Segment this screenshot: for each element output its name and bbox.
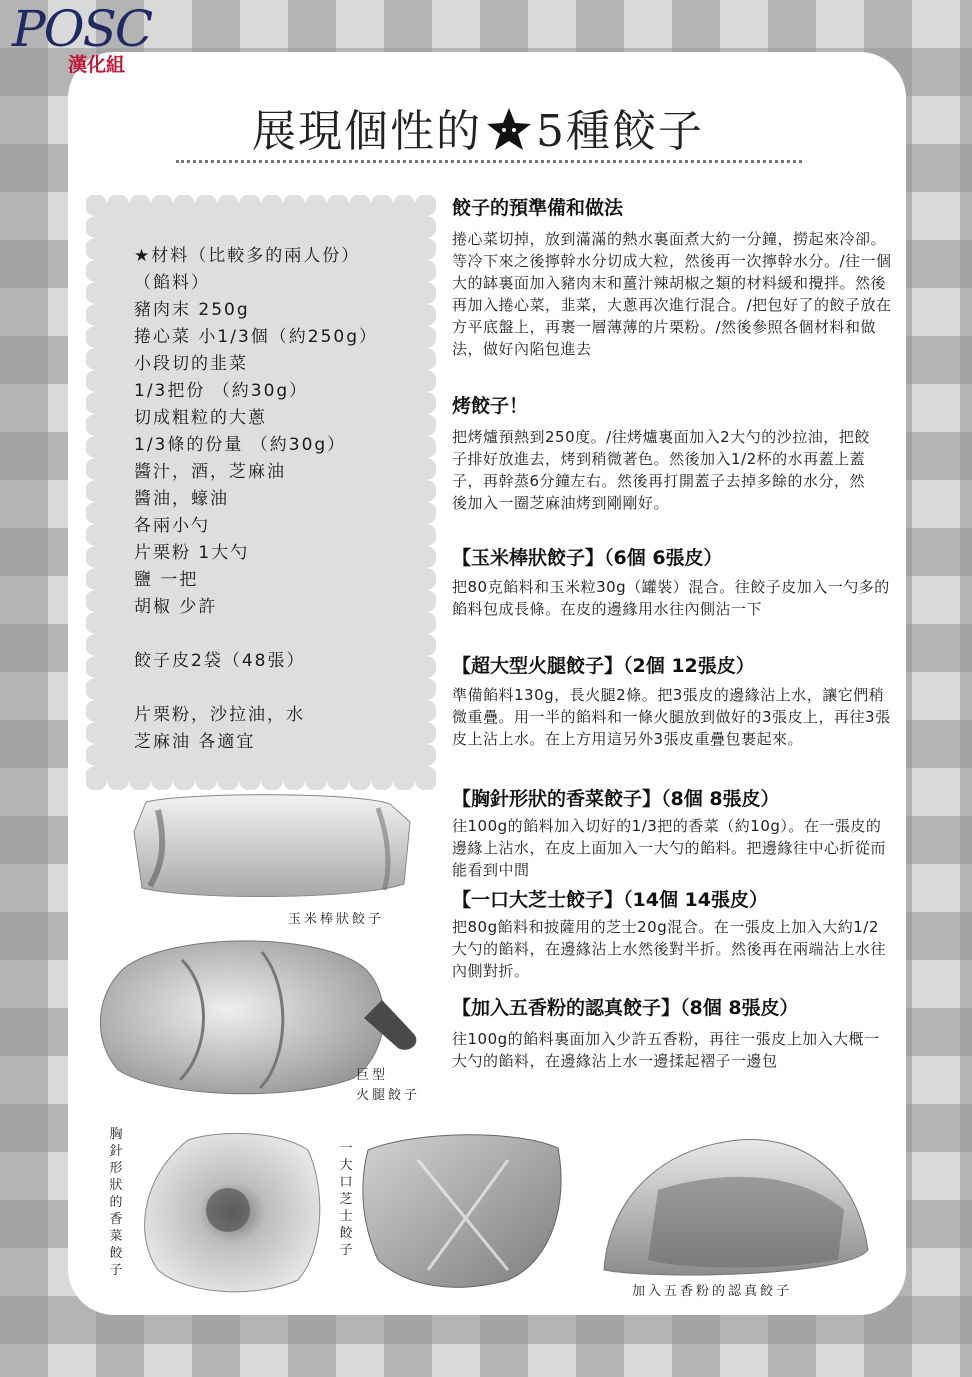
logo-subtitle: 漢化組 <box>68 54 126 76</box>
ingredient-line: 1/3條的份量 （約30g） <box>134 435 347 455</box>
ingredients-box <box>96 205 426 780</box>
section-heading: 【玉米棒狀餃子】（6個 6張皮） <box>452 547 723 569</box>
ingredient-line: 胡椒 少許 <box>134 597 218 617</box>
section-ham <box>452 651 892 750</box>
caption-ham-line2: 火腿餃子 <box>356 1088 421 1103</box>
ingredient-line: （餡料） <box>134 273 210 293</box>
section-heading: 烤餃子！ <box>452 395 529 417</box>
star-icon <box>486 106 532 152</box>
section-body: 把烤爐預熱到250度。/往烤爐裏面加入2大勺的沙拉油，把餃子排好放進去，烤到稍微著色。然後加入1/2杯的水再蓋上蓋子，再幹蒸6分鐘左右。然後再打開蓋子去掉多餘的水分，然後加入一圈芝麻油烤到剛剛好。 <box>452 428 870 512</box>
ingredient-line <box>134 675 424 702</box>
ingredient-line: 醬汁，酒，芝麻油 <box>134 462 286 482</box>
ingredients-list <box>134 243 424 756</box>
caption-brooch: 胸針形狀的香菜餃子 <box>109 1127 123 1278</box>
section-heading: 【加入五香粉的認真餃子】（8個 8張皮） <box>452 997 799 1019</box>
ingredient-line: 切成粗粒的大蔥 <box>134 408 267 428</box>
caption-corn: 玉米棒狀餃子 <box>288 912 385 927</box>
caption-ham <box>356 1066 420 1106</box>
section-heading: 【胸針形狀的香菜餃子】（8個 8張皮） <box>452 788 780 810</box>
section-body: 準備餡料130g，長火腿2條。把3張皮的邊緣沾上水，讓它們稍微重疊。用一半的餡料和一條火腿放到做好的3張皮上，再往3張皮上沾上水。在上方用這另外3張皮重疊包裹起來。 <box>452 686 891 748</box>
caption-spice: 加入五香粉的認真餃子 <box>632 1284 793 1299</box>
scanlation-logo <box>4 0 164 86</box>
title-divider <box>176 160 802 163</box>
title-before: 展現個性的 <box>252 106 482 157</box>
ingredient-line: 小段切的韭菜 <box>134 354 248 374</box>
title-after: 5種餃子 <box>536 106 704 157</box>
ingredient-line: 餃子皮2袋（48張） <box>134 651 306 671</box>
ingredient-line: 片栗粉 1大勺 <box>134 543 250 563</box>
section-bake <box>452 391 872 514</box>
section-cheese <box>452 885 892 982</box>
logo-text: POSC <box>12 0 152 58</box>
ingredient-line: 片栗粉，沙拉油，水 <box>134 705 305 725</box>
section-body: 往100g的餡料裏面加入少許五香粉，再往一張皮上加入大概一大勺的餡料，在邊緣沾上水一邊揉起褶子一邊包 <box>452 1030 880 1070</box>
page-title <box>252 95 704 159</box>
section-spice <box>452 993 892 1072</box>
ingredient-line: 豬肉末 250g <box>134 300 250 320</box>
ingredient-line: 鹽 一把 <box>134 570 199 590</box>
ingredient-line: 芝麻油 各適宜 <box>134 732 256 752</box>
section-corn <box>452 543 892 620</box>
ingredient-line <box>134 621 424 648</box>
section-body: 把80克餡料和玉米粒30g（罐裝）混合。往餃子皮加入一勺多的餡料包成長條。在皮的邊緣用水往內側沾一下 <box>452 578 890 618</box>
section-body: 往100g的餡料加入切好的1/3把的香菜（約10g）。在一張皮的邊緣上沾水，在皮上面加入一大勺的餡料。把邊緣往中心折從而能看到中間 <box>452 817 887 879</box>
caption-cheese: 一大口芝士餃子 <box>339 1141 353 1258</box>
spice-dumpling-photo <box>598 1130 874 1280</box>
corn-dumpling-photo <box>128 792 418 907</box>
section-brooch <box>452 784 892 881</box>
cheese-dumpling-photo <box>358 1130 568 1295</box>
section-heading: 餃子的預準備和做法 <box>452 197 624 219</box>
ingredient-line: 各兩小勺 <box>134 516 210 536</box>
caption-ham-line1: 巨型 <box>356 1068 389 1083</box>
ingredient-line: 捲心菜 小1/3個（約250g） <box>134 327 379 347</box>
section-body: 把80g餡料和披薩用的芝士20g混合。在一張皮上加入大約1/2大勺的餡料，在邊緣沾上水然後對半折。然後再在兩端沾上水往內側對折。 <box>452 918 887 980</box>
section-body: 捲心菜切掉，放到滿滿的熱水裏面煮大約一分鐘，撈起來冷卻。等冷下來之後擰幹水分切成大粒，然後再一次擰幹水分。/往一個大的缽裏面加入豬肉末和薑汁辣胡椒之類的材料緩和攪拌。然後再加入捲心菜，韭菜，大蔥再次進行混合。/把包好了的餃子放在方平底盤上，再裹一層薄薄的片栗粉。/然後參照各個材料和做法，做好內陷包進去 <box>452 230 892 358</box>
section-heading: 【超大型火腿餃子】（2個 12張皮） <box>452 655 755 677</box>
ingredient-line: 醬油，蠔油 <box>134 489 229 509</box>
section-heading: 【一口大芝士餃子】（14個 14張皮） <box>452 889 768 911</box>
ingredient-line: ★材料（比較多的兩人份） <box>134 246 361 266</box>
ingredient-line: 1/3把份 （約30g） <box>134 381 309 401</box>
brooch-dumpling-photo <box>128 1130 328 1300</box>
section-prep <box>452 193 892 360</box>
